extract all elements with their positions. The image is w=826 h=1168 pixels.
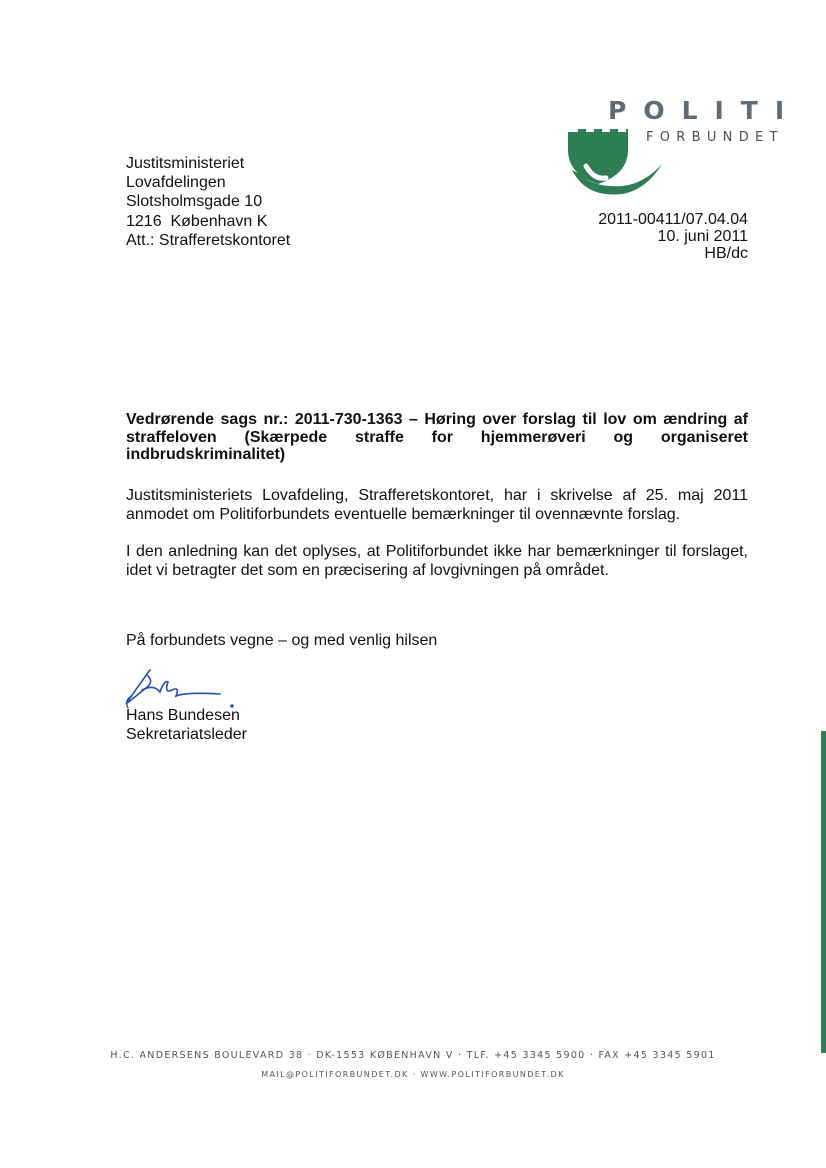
initials: HB/dc [704, 245, 748, 263]
case-number: 2011-00411/07.04.04 [598, 211, 748, 228]
address-line: Lovafdelingen [126, 174, 226, 192]
body-paragraph: I den anledning kan det oplyses, at Politiforbundet ikke har bemærkninger til forslaget, idet vi betragter det som en præcisering af lovgivningen på området. [126, 543, 748, 579]
handwritten-signature [120, 662, 240, 712]
signatory [126, 706, 247, 744]
logo-subtitle: FORBUNDET [646, 130, 784, 145]
address-line: Justitsministeriet [126, 155, 245, 172]
reference-block [598, 211, 748, 263]
subject-heading: Vedrørende sags nr.: 2011-730-1363 – Høring over forslag til lov om ændring af straffeloven (Skærpede straffe for hjemmerøveri og organiseret indbrudskriminalitet) [126, 411, 748, 464]
recipient-address [126, 154, 290, 250]
address-line: 1216 København K [126, 212, 268, 230]
address-line: Slotsholmsgade 10 [126, 193, 263, 211]
edge-decoration-bar [821, 731, 826, 1053]
footer-web: MAIL@POLITIFORBUNDET.DK · WWW.POLITIFORBUNDET.DK [261, 1070, 565, 1079]
address-line: Att.: Strafferetskontoret [126, 231, 291, 249]
closing-line: På forbundets vegne – og med venlig hilsen [126, 632, 438, 649]
letter-date: 10. juni 2011 [657, 228, 748, 246]
logo-title: POLITI [608, 96, 802, 125]
signatory-name: Hans Bundesen [126, 707, 240, 724]
signatory-title: Sekretariatsleder [126, 726, 247, 743]
body-paragraph: Justitsministeriets Lovafdeling, Strafferetskontoret, har i skrivelse af 25. maj 2011 anmodet om Politiforbundets eventuelle bemærkninger til ovennævnte forslag. [126, 487, 748, 523]
footer-address: H.C. ANDERSENS BOULEVARD 38 · DK-1553 KØBENHAVN V · TLF. +45 3345 5900 · FAX +45 3345 5901 [110, 1050, 716, 1061]
